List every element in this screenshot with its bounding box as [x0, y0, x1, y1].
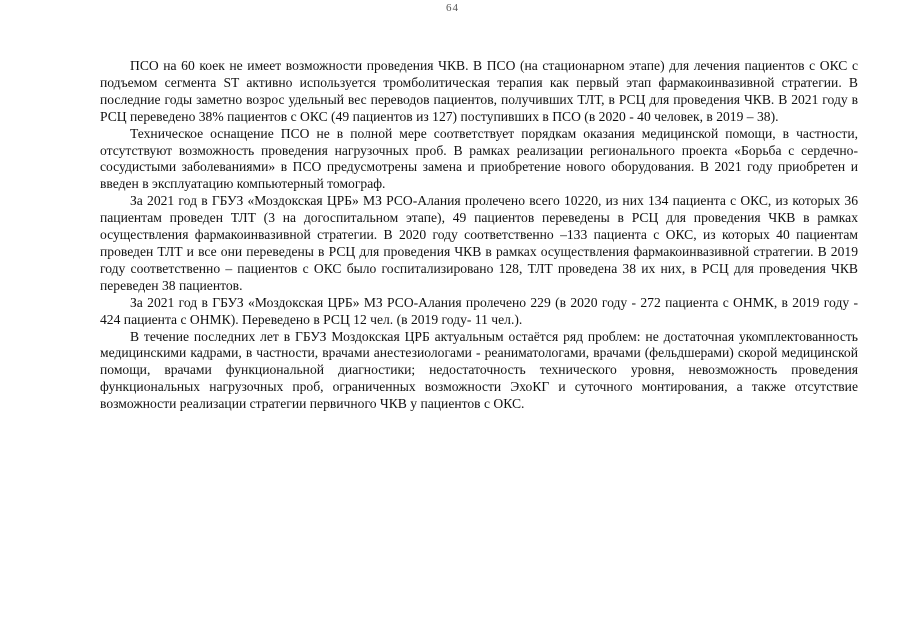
paragraph-technical-equipment: Техническое оснащение ПСО не в полной мере соответствует порядкам оказания медицинской помощи, в частности, отсутствуют возможность проведения нагрузочных проб. В рамках реализации регионального проекта «Борьба с сердечно-сосудистыми заболеваниями» в ПСО предусмотрены замена и приобретение нового оборудования. В 2021 году приобретен и введен в эксплуатацию компьютерный томограф.: [100, 125, 858, 192]
paragraph-problems: В течение последних лет в ГБУЗ Моздокская ЦРБ актуальным остаётся ряд проблем: не достаточная укомплектованность медицинскими кадрами, в частности, врачами анестезиологами - реаниматологами, врачами (фельдшерами) скорой медицинской помощи, врачами функциональной диагностики; недостаточность технического уровня, невозможность проведения функциональных нагрузочных проб, ограниченных возможности ЭхоКГ и суточного монтирования, а также отсутствие возможности реализации стратегии первичного ЧКВ у пациентов с ОКС.: [100, 328, 858, 412]
paragraph-onmk-statistics: За 2021 год в ГБУЗ «Моздокская ЦРБ» МЗ РСО-Алания пролечено 229 (в 2020 году - 272 пациента с ОНМК, в 2019 году - 424 пациента с ОНМК). Переведено в РСЦ 12 чел. (в 2019 году- 11 чел.).: [100, 294, 858, 327]
paragraph-oks-statistics: За 2021 год в ГБУЗ «Моздокская ЦРБ» МЗ РСО-Алания пролечено всего 10220, из них 134 пациента с ОКС, из которых 36 пациентам проведен ТЛТ (3 на догоспитальном этапе), 49 пациентов переведены в РСЦ для проведения ЧКВ в рамках осуществления фармакоинвазивной стратегии. В 2020 году соответственно –133 пациента с ОКС, из которых 40 пациентам проведен ТЛТ и все они переведены в РСЦ для проведения ЧКВ в рамках осуществления фармакоинвазивной стратегии. В 2019 году соответственно – пациентов с ОКС было госпитализировано 128, ТЛТ проведена 38 их них, в РСЦ для проведения ЧКВ переведен 38 пациентов.: [100, 193, 858, 293]
page-number: 64: [446, 2, 459, 14]
paragraph-pso-capacity: ПСО на 60 коек не имеет возможности проведения ЧКВ. В ПСО (на стационарном этапе) для лечения пациентов с ОКС с подъемом сегмента ST активно используется тромболитическая терапия как первый этап фармакоинвазивной стратегии. В последние годы заметно возрос удельный вес переводов пациентов, получивших ТЛТ, в РСЦ для проведения ЧКВ. В 2021 году в РСЦ переведено 38% пациентов с ОКС (49 пациентов из 127) поступивших в ПСО (в 2020 - 40 человек, в 2019 – 38).: [100, 58, 858, 124]
document-body: [100, 58, 858, 413]
